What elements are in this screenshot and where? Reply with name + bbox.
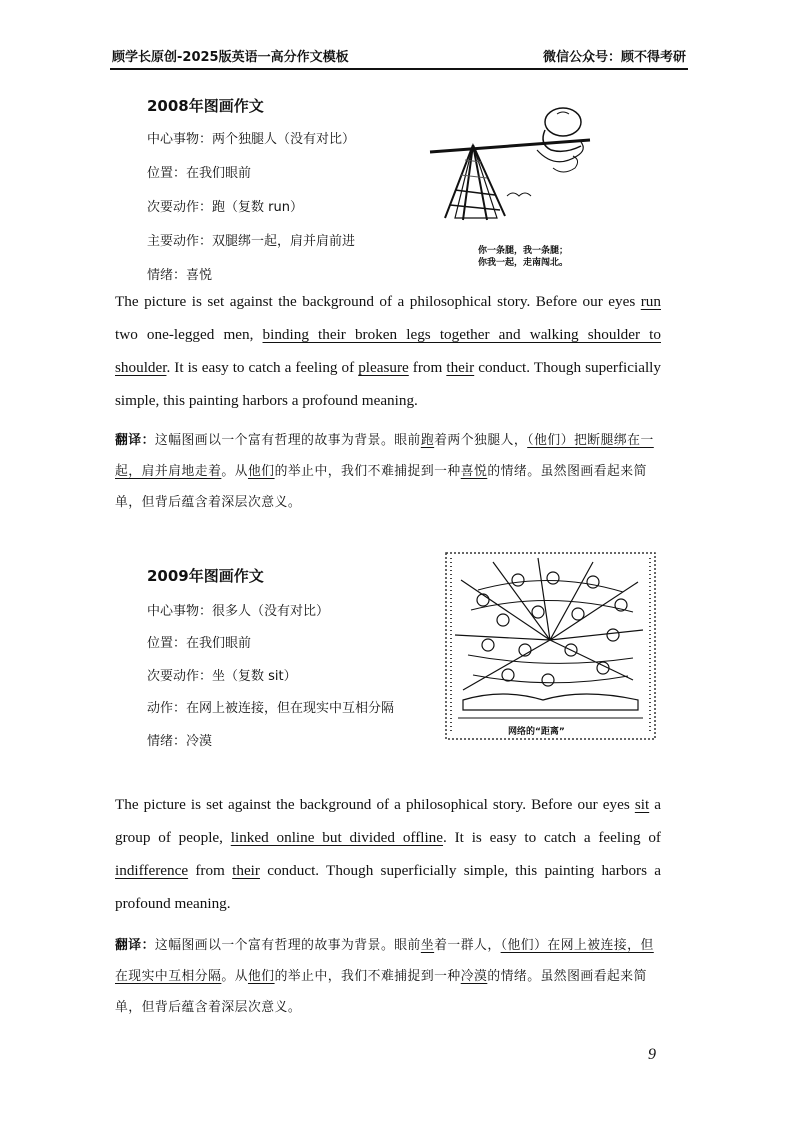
underline-emotion: indifference (115, 862, 189, 879)
section-2009-title: 2009年图画作文 (147, 567, 264, 585)
underline-their: their (232, 862, 260, 879)
underline-their: their (446, 359, 475, 376)
header-divider (110, 68, 688, 70)
caption-line-1: 你一条腿，我一条腿； (478, 246, 569, 256)
caption-line-2: 你我一起，走南闯北。 (478, 258, 569, 268)
underline-emotion: pleasure (358, 359, 409, 376)
cartoon-network-distance (443, 550, 658, 742)
translation-label: 翻译： (115, 938, 155, 953)
cartoon-caption-2009: 网络的“距离” (508, 727, 565, 737)
underline-action: binding their broken legs together and walking shoulder to shoulder (115, 326, 661, 376)
underline-verb: run (640, 293, 661, 310)
attr-emotion: 情绪：冷漠 (147, 734, 213, 749)
attr-position: 位置：在我们眼前 (147, 636, 252, 651)
underline-action: linked online but divided offline (230, 829, 444, 846)
attr-emotion: 情绪：喜悦 (147, 268, 213, 283)
page-header (112, 44, 686, 68)
chinese-translation-2008: 翻译：这幅图画以一个富有哲理的故事为背景。眼前跑着两个独腿人，（他们）把断腿绑在一起，肩并肩地走着。从他们的举止中，我们不难捕捉到一种喜悦的情绪。虽然图画看起来简单，但背后蕴含着深层次意义。 (115, 433, 654, 510)
attr-action: 动作：在网上被连接，但在现实中互相分隔 (147, 701, 395, 716)
page-number: 9 (648, 1046, 656, 1063)
underline-verb: sit (634, 796, 650, 813)
attr-center-object: 中心事物：很多人（没有对比） (147, 604, 330, 619)
section-2008-title: 2008年图画作文 (147, 97, 264, 115)
attr-secondary-action: 次要动作：坐（复数 sit） (147, 669, 297, 684)
cartoon-one-legged-men (425, 100, 595, 250)
english-paragraph-2009: The picture is set against the background of a philosophical story. Before our eyes sit a group of people, linked online but divided offline. It is easy to catch a feeling of indifference from their conduct. Though superficially simple, this painting harbors a profound meaning. (115, 796, 661, 912)
header-title: 顾学长原创-2025版英语一高分作文模板 (112, 50, 349, 65)
attr-position: 位置：在我们眼前 (147, 166, 252, 181)
attr-secondary-action: 次要动作：跑（复数 run） (147, 200, 303, 215)
attr-main-action: 主要动作：双腿绑一起，肩并肩前进 (147, 234, 356, 249)
english-paragraph-2008: The picture is set against the background of a philosophical story. Before our eyes run two one-legged men, binding their broken legs together and walking shoulder to shoulder. It is easy to catch a feeling of pleasure from their conduct. Though superficially simple, this painting harbors a profound meaning. (115, 293, 661, 409)
cartoon-caption-2008 (478, 245, 568, 269)
chinese-translation-2009: 翻译：这幅图画以一个富有哲理的故事为背景。眼前坐着一群人，（他们）在网上被连接，但在现实中互相分隔。从他们的举止中，我们不难捕捉到一种冷漠的情绪。虽然图画看起来简单，但背后蕴含着深层次意义。 (115, 938, 654, 1015)
attr-center-object: 中心事物：两个独腿人（没有对比） (147, 132, 356, 147)
translation-label: 翻译： (115, 433, 155, 448)
header-wechat: 微信公众号：顾不得考研 (542, 50, 686, 65)
